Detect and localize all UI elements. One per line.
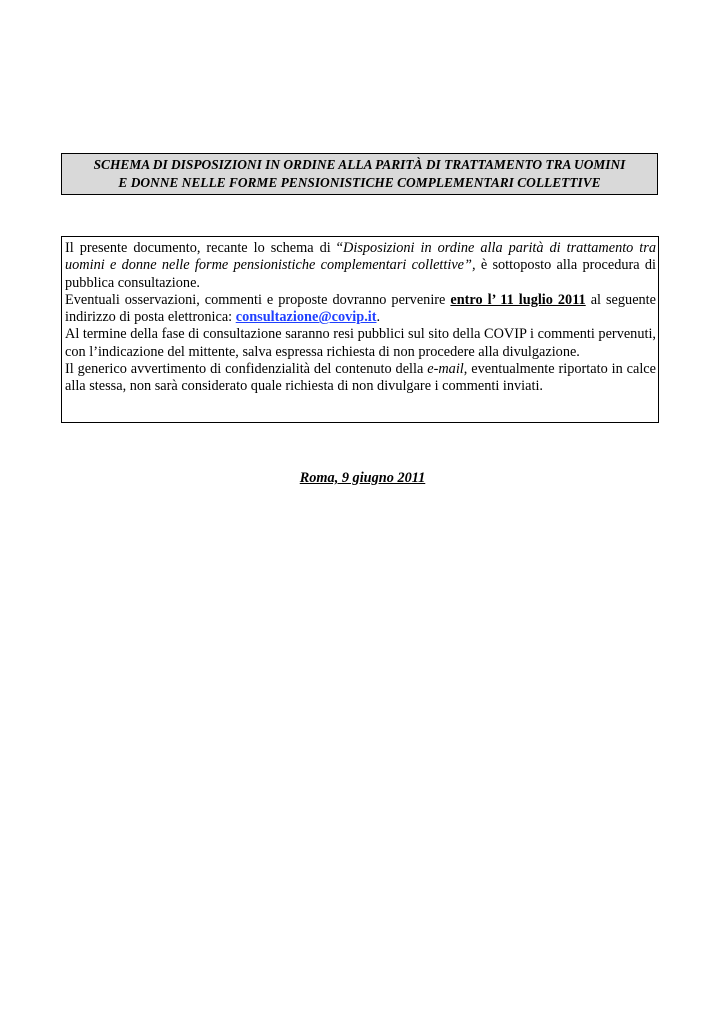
notice-email-term: e-mail — [427, 361, 464, 378]
notice-submission-text: Eventuali osservazioni, commenti e proposte dovranno pervenire — [65, 291, 451, 308]
document-title-line-2: E DONNE NELLE FORME PENSIONISTICHE COMPLEMENTARI COLLETTIVE — [118, 175, 601, 190]
notice-confidentiality-end: , eventualmente riportato in calce alla stessa, non sarà considerato quale richiesta di non divulgare i commenti inviati. — [65, 361, 657, 395]
consultation-email-link[interactable]: consultazione@covip.it — [235, 309, 377, 326]
notice-paragraph-confidentiality — [65, 361, 656, 396]
document-title-box — [61, 153, 658, 195]
notice-paragraph-publication: Al termine della fase di consultazione saranno resi pubblici sul sito della COVIP i commenti pervenuti, con l’indicazione del mittente, salva espressa richiesta di non procedere alla divulgazione. — [65, 326, 656, 360]
notice-paragraph-submission — [65, 292, 656, 327]
notice-document-name: Disposizioni in ordine alla parità di trattamento tra uomini e donne nelle forme pensionistiche complementari collettive”, — [65, 240, 656, 274]
notice-submission-mid: al seguente indirizzo di posta elettronica: — [65, 291, 657, 326]
document-date: Roma, 9 giugno 2011 — [299, 470, 426, 486]
notice-submission-end: . — [376, 309, 381, 326]
notice-confidentiality-text: Il generico avvertimento di confidenzialità del contenuto della — [65, 361, 428, 378]
document-title-line-1: SCHEMA DI DISPOSIZIONI IN ORDINE ALLA PARITÀ DI TRATTAMENTO TRA UOMINI — [93, 157, 626, 172]
notice-intro-text: Il presente documento, recante lo schema di “ — [65, 240, 344, 256]
notice-paragraph-intro — [65, 240, 656, 292]
submission-deadline: entro l’ 11 luglio 2011 — [450, 291, 586, 308]
notice-intro-end: è sottoposto alla procedura di pubblica consultazione. — [65, 257, 656, 291]
consultation-notice-box — [61, 236, 659, 423]
